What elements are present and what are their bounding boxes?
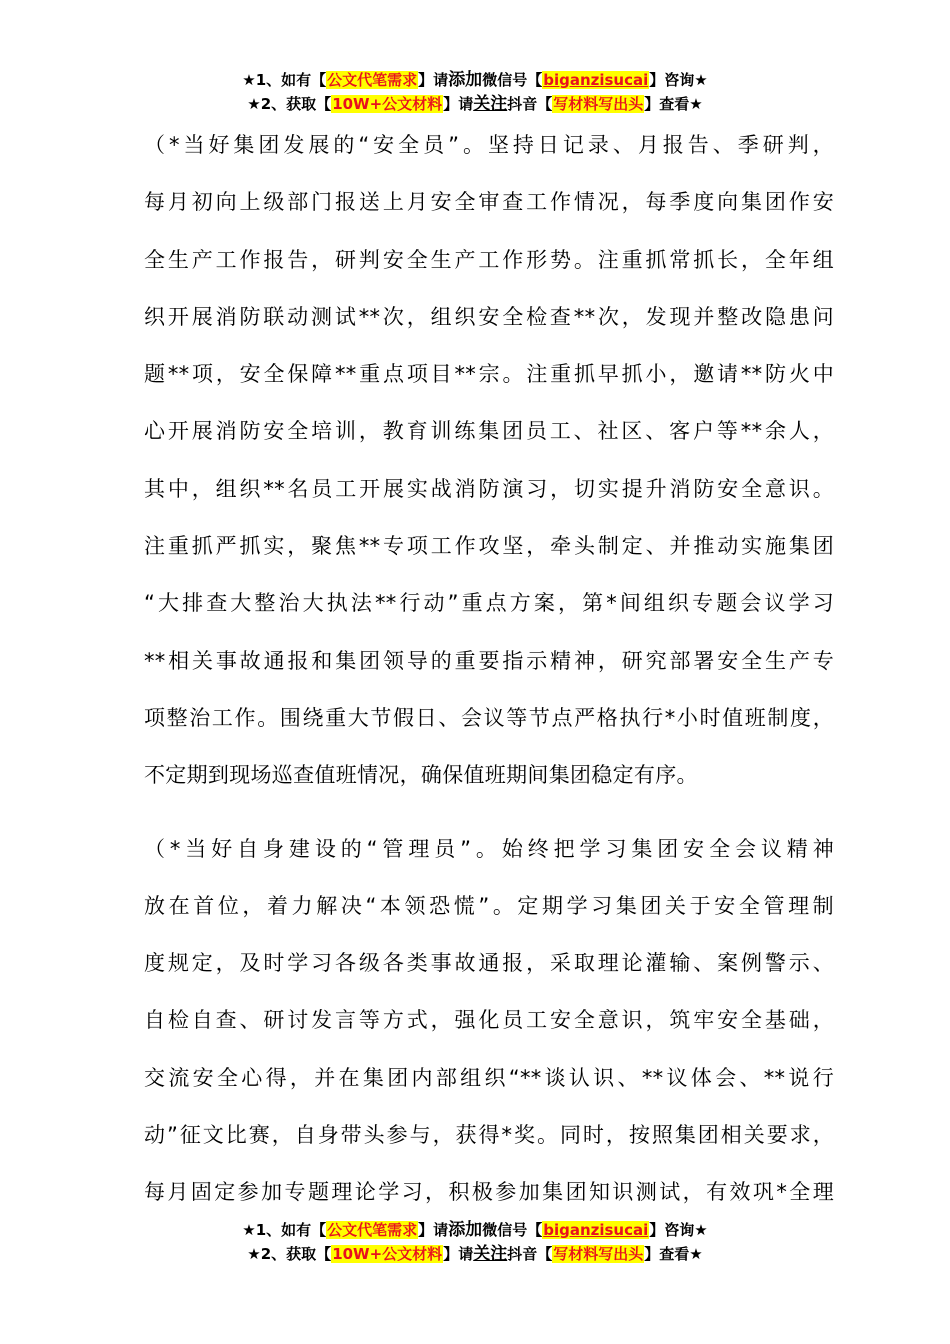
wechat-id-link[interactable]: biganzisucai [543, 71, 649, 89]
highlight-materials: 10W+公文材料 [332, 1245, 443, 1263]
banner-text: 微信号【 [482, 71, 543, 89]
banner-text: 】查看★ [644, 1245, 703, 1263]
text-line: 不定期到现场巡查值班情况，确保值班期间集团稳定有序。 [144, 763, 698, 788]
text-line: **相关事故通报和集团领导的重要指示精神，研究部署安全生产专 [144, 648, 834, 673]
banner-emphasis: 关注 [473, 1244, 508, 1264]
banner-line-2 [0, 1242, 950, 1266]
banner-text: 抖音【 [507, 1245, 553, 1263]
banner-emphasis: 添加 [448, 70, 483, 90]
banner-text: 】请 [418, 71, 449, 89]
text-line: 度规定，及时学习各级各类事故通报，采取理论灌输、案例警示、 [144, 951, 834, 976]
douyin-account-link[interactable]: 写材料写出头 [553, 95, 644, 113]
banner-emphasis: 关注 [473, 94, 508, 114]
text-line: 自检自查、研讨发言等方式，强化员工安全意识，筑牢安全基础， [144, 1008, 834, 1033]
banner-text: 】请 [418, 1221, 449, 1239]
douyin-account-link[interactable]: 写材料写出头 [553, 1245, 644, 1263]
text-line: 织开展消防联动测试**次，组织安全检查**次，发现并整改隐患问 [144, 304, 834, 329]
text-line: 每月初向上级部门报送上月安全审查工作情况，每季度向集团作安 [144, 190, 834, 215]
paragraph-self-management [144, 821, 834, 1222]
text-line: （*当好集团发展的“安全员”。坚持日记录、月报告、季研判， [144, 133, 834, 157]
wechat-id-link[interactable]: biganzisucai [543, 1221, 649, 1239]
text-line: 其中，组织**名员工开展实战消防演习，切实提升消防安全意识。 [144, 476, 834, 501]
banner-emphasis: 添加 [448, 1220, 483, 1240]
text-line: 交流安全心得，并在集团内部组织“**谈认识、**议体会、**说行 [144, 1065, 834, 1090]
banner-text: ★1、如有【 [242, 71, 327, 89]
document-body [144, 117, 834, 1222]
footer-banner [0, 1218, 950, 1266]
banner-text: 】咨询★ [649, 71, 708, 89]
text-line: （*当好自身建设的“管理员”。始终把学习集团安全会议精神 [144, 836, 834, 861]
text-line: 心开展消防安全培训，教育训练集团员工、社区、客户等**余人， [144, 419, 834, 444]
banner-text: 】查看★ [644, 95, 703, 113]
text-line: 题**项，安全保障**重点项目**宗。注重抓早抓小，邀请**防火中 [144, 362, 834, 387]
text-line: 每月固定参加专题理论学习，积极参加集团知识测试，有效巩*全理 [144, 1180, 834, 1205]
text-line: 全生产工作报告，研判安全生产工作形势。注重抓常抓长，全年组 [144, 247, 834, 272]
banner-line-2 [0, 92, 950, 116]
text-line: “大排查大整治大执法**行动”重点方案，第*间组织专题会议学习 [144, 591, 834, 616]
text-line: 注重抓严抓实，聚焦**专项工作攻坚，牵头制定、并推动实施集团 [144, 534, 834, 559]
paragraph-safety-officer [144, 117, 834, 805]
banner-text: 】咨询★ [649, 1221, 708, 1239]
banner-text: ★2、获取【 [247, 95, 332, 113]
banner-text: ★1、如有【 [242, 1221, 327, 1239]
banner-line-1 [0, 68, 950, 92]
highlight-materials: 10W+公文材料 [332, 95, 443, 113]
banner-text: 】请 [443, 95, 474, 113]
text-line: 放在首位，着力解决“本领恐慌”。定期学习集团关于安全管理制 [144, 893, 834, 918]
banner-text: ★2、获取【 [247, 1245, 332, 1263]
highlight-service: 公文代笔需求 [327, 1221, 418, 1239]
banner-text: 抖音【 [507, 95, 553, 113]
header-banner [0, 68, 950, 116]
banner-text: 】请 [443, 1245, 474, 1263]
text-line: 项整治工作。围绕重大节假日、会议等节点严格执行*小时值班制度， [144, 705, 834, 730]
highlight-service: 公文代笔需求 [327, 71, 418, 89]
text-line: 动”征文比赛，自身带头参与，获得*奖。同时，按照集团相关要求， [144, 1123, 834, 1148]
banner-text: 微信号【 [482, 1221, 543, 1239]
paragraph-spacer [144, 805, 834, 821]
banner-line-1 [0, 1218, 950, 1242]
